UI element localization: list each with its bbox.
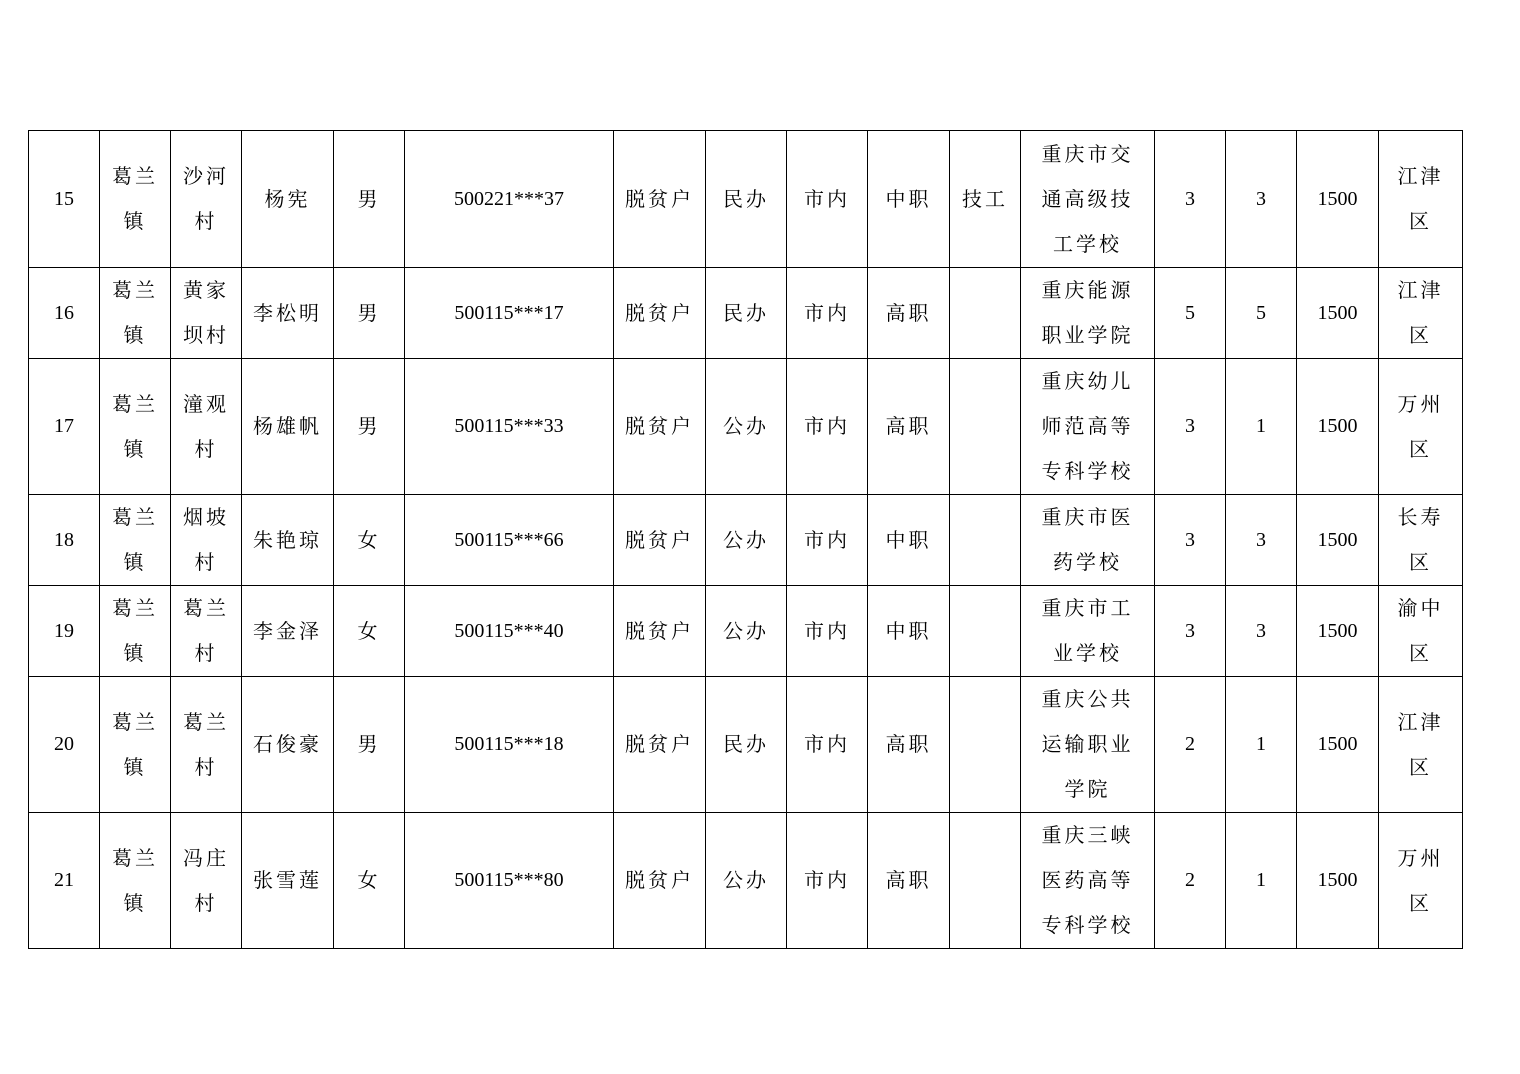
cell-gender: 男 xyxy=(334,359,405,495)
cell-village-text: 葛兰村 xyxy=(183,709,229,779)
cell-school-text: 重庆市医药学校 xyxy=(1041,505,1134,574)
cell-extra xyxy=(950,495,1021,586)
cell-household-type: 脱贫户 xyxy=(614,677,706,813)
table-row xyxy=(29,495,1463,586)
cell-village xyxy=(171,131,242,268)
cell-id-number: 500115***33 xyxy=(405,359,614,495)
cell-location: 市内 xyxy=(787,495,868,586)
cell-level: 高职 xyxy=(868,268,950,359)
cell-location: 市内 xyxy=(787,586,868,677)
cell-no: 17 xyxy=(29,359,100,495)
cell-town-text: 葛兰镇 xyxy=(112,278,158,347)
cell-extra xyxy=(950,268,1021,359)
cell-name: 李金泽 xyxy=(242,586,334,677)
cell-location: 市内 xyxy=(787,813,868,949)
cell-grade: 3 xyxy=(1226,586,1297,677)
cell-district-text: 江津区 xyxy=(1397,278,1444,347)
cell-school-text: 重庆三峡医药高等专科学校 xyxy=(1041,823,1134,937)
cell-district xyxy=(1379,813,1463,949)
cell-level: 中职 xyxy=(868,131,950,268)
cell-years: 3 xyxy=(1155,131,1226,268)
cell-id-number: 500115***17 xyxy=(405,268,614,359)
cell-school-nature: 民办 xyxy=(706,131,787,268)
cell-id-number: 500115***66 xyxy=(405,495,614,586)
cell-grade: 3 xyxy=(1226,131,1297,268)
cell-no: 20 xyxy=(29,677,100,813)
cell-school-nature: 公办 xyxy=(706,813,787,949)
cell-gender: 女 xyxy=(334,586,405,677)
cell-years: 3 xyxy=(1155,495,1226,586)
cell-id-number: 500115***40 xyxy=(405,586,614,677)
cell-household-type: 脱贫户 xyxy=(614,586,706,677)
cell-gender: 女 xyxy=(334,495,405,586)
cell-village-text: 烟坡村 xyxy=(183,505,229,574)
cell-years: 5 xyxy=(1155,268,1226,359)
cell-household-type: 脱贫户 xyxy=(614,495,706,586)
cell-town-text: 葛兰镇 xyxy=(112,596,158,665)
cell-district xyxy=(1379,495,1463,586)
cell-level: 高职 xyxy=(868,677,950,813)
cell-village-text: 黄家坝村 xyxy=(183,278,229,347)
cell-village-text: 沙河村 xyxy=(183,164,229,233)
cell-years: 3 xyxy=(1155,359,1226,495)
table-row xyxy=(29,131,1463,268)
cell-town xyxy=(100,813,171,949)
cell-extra xyxy=(950,677,1021,813)
cell-name: 杨雄帆 xyxy=(242,359,334,495)
cell-id-number: 500221***37 xyxy=(405,131,614,268)
cell-amount: 1500 xyxy=(1297,268,1379,359)
cell-household-type: 脱贫户 xyxy=(614,813,706,949)
cell-town-text: 葛兰镇 xyxy=(112,164,158,233)
cell-town xyxy=(100,131,171,268)
cell-no: 15 xyxy=(29,131,100,268)
cell-village xyxy=(171,268,242,359)
cell-years: 3 xyxy=(1155,586,1226,677)
cell-grade: 1 xyxy=(1226,677,1297,813)
cell-id-number: 500115***80 xyxy=(405,813,614,949)
subsidy-table xyxy=(28,130,1463,949)
cell-amount: 1500 xyxy=(1297,813,1379,949)
cell-name: 石俊豪 xyxy=(242,677,334,813)
cell-school-nature: 公办 xyxy=(706,495,787,586)
table-row xyxy=(29,813,1463,949)
cell-no: 18 xyxy=(29,495,100,586)
cell-district xyxy=(1379,586,1463,677)
cell-school-text: 重庆能源职业学院 xyxy=(1041,278,1134,347)
cell-village xyxy=(171,677,242,813)
cell-school xyxy=(1021,677,1155,813)
cell-district-text: 江津区 xyxy=(1397,164,1444,233)
cell-amount: 1500 xyxy=(1297,586,1379,677)
cell-village xyxy=(171,813,242,949)
cell-town xyxy=(100,359,171,495)
cell-grade: 5 xyxy=(1226,268,1297,359)
cell-village-text: 冯庄村 xyxy=(183,845,229,915)
cell-gender: 女 xyxy=(334,813,405,949)
cell-school xyxy=(1021,586,1155,677)
cell-school-text: 重庆市交通高级技工学校 xyxy=(1041,141,1134,256)
cell-level: 高职 xyxy=(868,813,950,949)
table-row xyxy=(29,359,1463,495)
cell-school xyxy=(1021,813,1155,949)
cell-extra xyxy=(950,813,1021,949)
table-row xyxy=(29,268,1463,359)
cell-household-type: 脱贫户 xyxy=(614,359,706,495)
cell-no: 21 xyxy=(29,813,100,949)
cell-school xyxy=(1021,131,1155,268)
table-row xyxy=(29,677,1463,813)
cell-town xyxy=(100,268,171,359)
cell-town-text: 葛兰镇 xyxy=(112,505,158,574)
cell-id-number: 500115***18 xyxy=(405,677,614,813)
cell-grade: 1 xyxy=(1226,359,1297,495)
cell-gender: 男 xyxy=(334,268,405,359)
cell-school-text: 重庆市工业学校 xyxy=(1041,596,1134,665)
cell-district xyxy=(1379,131,1463,268)
cell-extra xyxy=(950,359,1021,495)
cell-amount: 1500 xyxy=(1297,677,1379,813)
cell-gender: 男 xyxy=(334,131,405,268)
cell-school xyxy=(1021,359,1155,495)
cell-location: 市内 xyxy=(787,677,868,813)
cell-village xyxy=(171,586,242,677)
cell-years: 2 xyxy=(1155,813,1226,949)
cell-town xyxy=(100,586,171,677)
cell-school-nature: 公办 xyxy=(706,586,787,677)
cell-grade: 1 xyxy=(1226,813,1297,949)
cell-village-text: 葛兰村 xyxy=(183,596,229,665)
cell-name: 李松明 xyxy=(242,268,334,359)
cell-gender: 男 xyxy=(334,677,405,813)
cell-level: 中职 xyxy=(868,495,950,586)
cell-name: 张雪莲 xyxy=(242,813,334,949)
cell-household-type: 脱贫户 xyxy=(614,131,706,268)
cell-extra: 技工 xyxy=(950,131,1021,268)
cell-district-text: 江津区 xyxy=(1397,709,1444,779)
cell-name: 朱艳琼 xyxy=(242,495,334,586)
cell-district xyxy=(1379,677,1463,813)
cell-town-text: 葛兰镇 xyxy=(112,845,158,915)
cell-town xyxy=(100,495,171,586)
cell-school-nature: 民办 xyxy=(706,677,787,813)
cell-location: 市内 xyxy=(787,359,868,495)
cell-school xyxy=(1021,268,1155,359)
table-row xyxy=(29,586,1463,677)
cell-village xyxy=(171,359,242,495)
cell-district-text: 万州区 xyxy=(1397,391,1444,461)
cell-district-text: 长寿区 xyxy=(1397,505,1444,574)
cell-extra xyxy=(950,586,1021,677)
cell-no: 16 xyxy=(29,268,100,359)
cell-years: 2 xyxy=(1155,677,1226,813)
cell-town-text: 葛兰镇 xyxy=(112,391,158,461)
cell-village-text: 潼观村 xyxy=(183,391,229,461)
cell-district-text: 万州区 xyxy=(1397,845,1444,915)
cell-household-type: 脱贫户 xyxy=(614,268,706,359)
cell-district xyxy=(1379,268,1463,359)
cell-school-nature: 公办 xyxy=(706,359,787,495)
cell-level: 高职 xyxy=(868,359,950,495)
cell-amount: 1500 xyxy=(1297,359,1379,495)
cell-no: 19 xyxy=(29,586,100,677)
cell-location: 市内 xyxy=(787,131,868,268)
cell-school xyxy=(1021,495,1155,586)
cell-amount: 1500 xyxy=(1297,495,1379,586)
cell-school-text: 重庆幼儿师范高等专科学校 xyxy=(1041,369,1134,483)
cell-town-text: 葛兰镇 xyxy=(112,709,158,779)
cell-location: 市内 xyxy=(787,268,868,359)
cell-amount: 1500 xyxy=(1297,131,1379,268)
cell-district xyxy=(1379,359,1463,495)
cell-district-text: 渝中区 xyxy=(1397,596,1444,665)
cell-level: 中职 xyxy=(868,586,950,677)
cell-grade: 3 xyxy=(1226,495,1297,586)
cell-school-text: 重庆公共运输职业学院 xyxy=(1041,687,1134,801)
cell-town xyxy=(100,677,171,813)
cell-village xyxy=(171,495,242,586)
cell-school-nature: 民办 xyxy=(706,268,787,359)
cell-name: 杨宪 xyxy=(242,131,334,268)
